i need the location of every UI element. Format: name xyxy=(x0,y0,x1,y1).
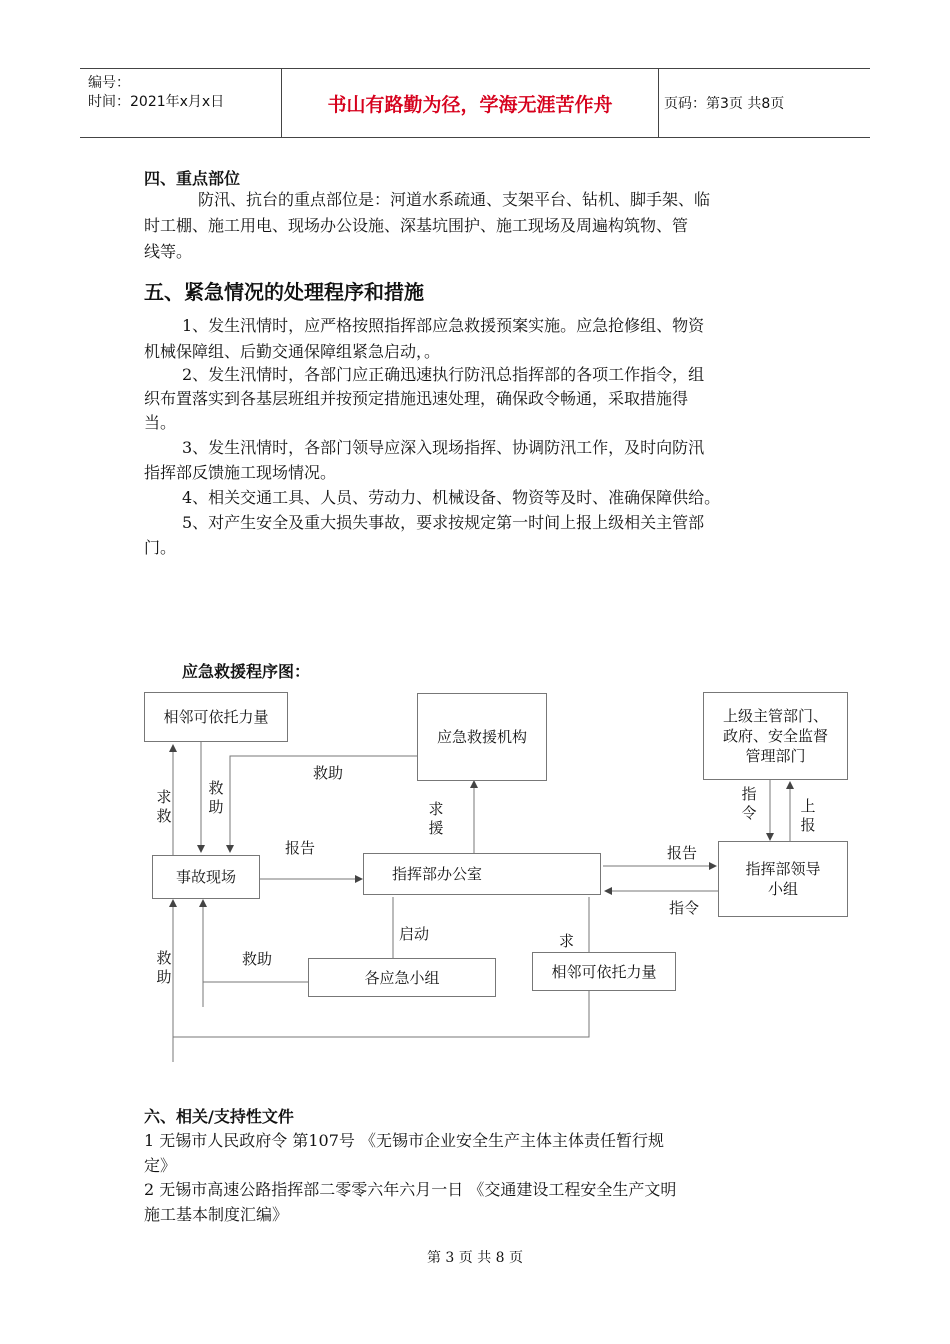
box-leader-group xyxy=(718,841,848,917)
section5-line: 4、相关交通工具、人员、劳动力、机械设备、物资等及时、准确保障供给。 xyxy=(182,488,721,507)
motto: 书山有路勤为径，学海无涯苦作舟 xyxy=(281,69,659,137)
box-leader-line: 小组 xyxy=(767,880,798,898)
section5-line: 1、发生汛情时，应严格按照指挥部应急救援预案实施。应急抢修组、物资 xyxy=(182,316,705,335)
label-qiu: 求 xyxy=(559,932,575,950)
box-superior-line: 管理部门 xyxy=(745,747,806,765)
label-jiuzhu-left: 救助 xyxy=(208,779,224,816)
box-emergency-groups: 各应急小组 xyxy=(308,958,496,997)
label-qiujiu: 求救 xyxy=(156,788,172,825)
section5-line: 指挥部反馈施工现场情况。 xyxy=(144,463,337,482)
box-accident-site: 事故现场 xyxy=(152,855,260,899)
box-neighbor-top: 相邻可依托力量 xyxy=(144,692,288,742)
section5-line: 2、发生汛情时，各部门应正确迅速执行防汛总指挥部的各项工作指令，组 xyxy=(182,365,705,384)
section4-line: 线等。 xyxy=(144,242,193,261)
box-command-office: 指挥部办公室 xyxy=(363,853,601,895)
section6-line: 2 无锡市高速公路指挥部二零零六年六月一日 《交通建设工程安全生产文明 xyxy=(144,1180,677,1199)
label-qidong: 启动 xyxy=(399,925,430,943)
label-zhiling: 指令 xyxy=(669,899,700,917)
box-leader-line: 指挥部领导 xyxy=(745,860,821,878)
label-shangbao: 上报 xyxy=(800,797,816,834)
label-jiuzhu-top: 救助 xyxy=(313,764,344,782)
label-qiuyuan: 求援 xyxy=(428,800,444,837)
label-zhiling-vert: 指令 xyxy=(741,785,757,822)
line-jiuzhu-bottom xyxy=(203,982,308,1007)
section6-line: 施工基本制度汇编》 xyxy=(144,1205,289,1224)
label-baogao-left: 报告 xyxy=(285,839,316,857)
section5-line: 门。 xyxy=(144,538,177,557)
section5-line: 当。 xyxy=(144,413,177,432)
label-jiuzhu-bottom: 救助 xyxy=(242,950,273,968)
number-label: 编号： xyxy=(88,75,130,91)
line-loop xyxy=(173,990,589,1062)
box-superior-line: 政府、安全监督 xyxy=(722,727,828,745)
box-neighbor-bottom: 相邻可依托力量 xyxy=(532,952,676,991)
label-jiuzhu-bottom-vert: 救助 xyxy=(156,949,172,986)
page-label: 页码：第3页 共8页 xyxy=(664,96,785,112)
section4-line: 时工棚、施工用电、现场办公设施、深基坑围护、施工现场及周遍构筑物、管 xyxy=(144,216,689,235)
date-label: 时间：2021年x月x日 xyxy=(88,94,225,110)
section6-line: 定》 xyxy=(144,1156,177,1175)
section6-line: 1 无锡市人民政府令 第107号 《无锡市企业安全生产主体主体责任暂行规 xyxy=(144,1131,664,1150)
section4-line: 防汛、抗台的重点部位是：河道水系疏通、支架平台、钻机、脚手架、临 xyxy=(198,190,711,209)
section5-line: 3、发生汛情时，各部门领导应深入现场指挥、协调防汛工作，及时向防汛 xyxy=(182,438,705,457)
section5-line: 机械保障组、后勤交通保障组紧急启动，。 xyxy=(144,342,441,361)
box-superior xyxy=(703,692,848,780)
page-footer: 第 3 页 共 8 页 xyxy=(426,1250,524,1266)
section5-line: 5、对产生安全及重大损失事故，要求按规定第一时间上报上级相关主管部 xyxy=(182,513,705,532)
diagram-title: 应急救援程序图： xyxy=(182,662,311,681)
section5-title: 五、紧急情况的处理程序和措施 xyxy=(144,280,424,304)
section4-title: 四、重点部位 xyxy=(144,169,241,188)
section6-title: 六、相关/支持性文件 xyxy=(144,1107,294,1126)
box-superior-line: 上级主管部门、 xyxy=(722,707,828,725)
label-baogao-right: 报告 xyxy=(667,844,698,862)
section5-line: 织布置落实到各基层班组并按预定措施迅速处理，确保政令畅通，采取措施得 xyxy=(144,389,689,408)
box-rescue-org: 应急救援机构 xyxy=(417,693,547,781)
